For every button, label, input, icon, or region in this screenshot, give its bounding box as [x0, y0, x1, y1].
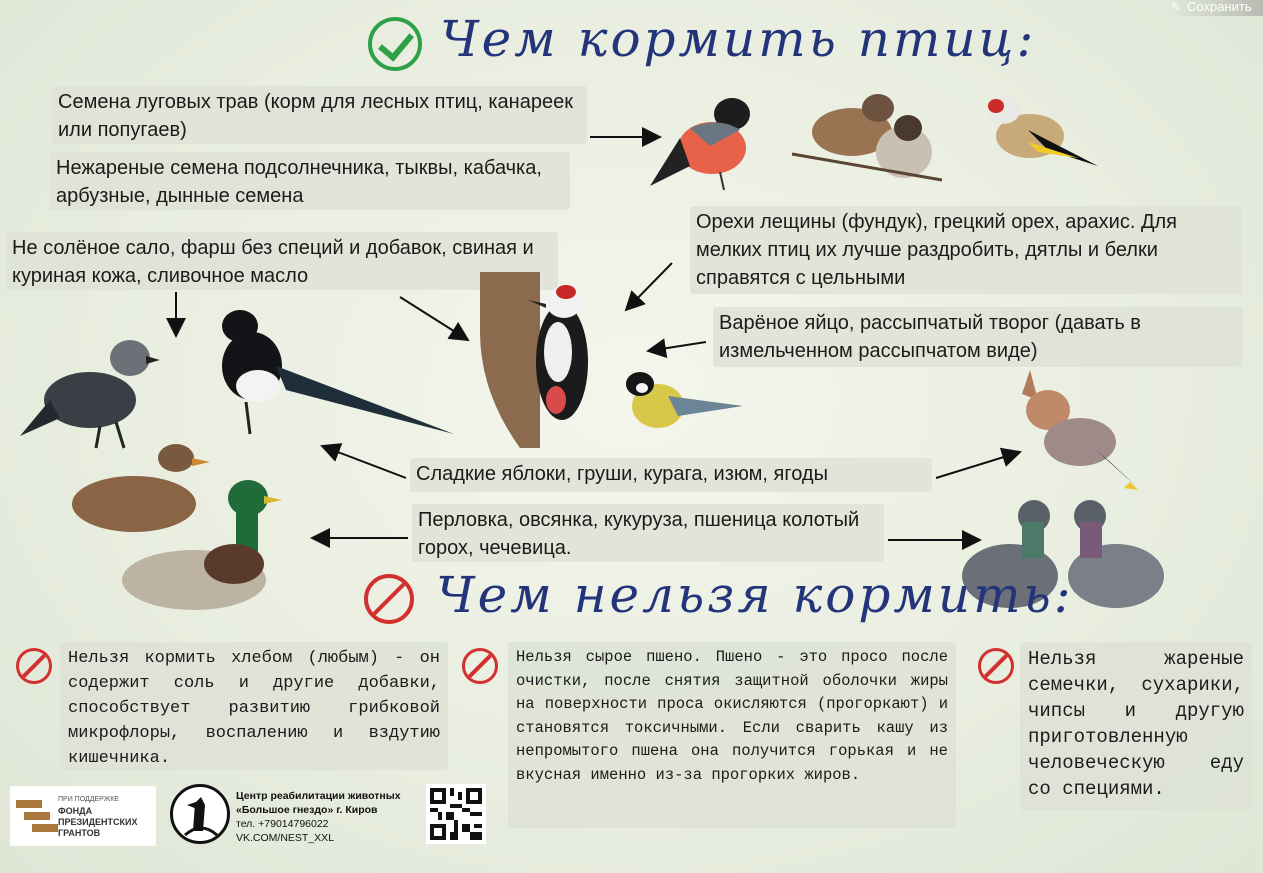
- center-line2: «Большое гнездо» г. Киров: [236, 804, 378, 816]
- forbidden-millet: Нельзя сырое пшено. Пшено - это просо после очистки, после снятия защитной оболочки жиры на поверхности проса окисляются (прогоркают) и становятся токсичными. Если сварить кашу из непромытого пшена она получится горькая и не вкусная именно из-за прогорких жиров.: [508, 642, 956, 828]
- fund-logo: [10, 786, 156, 846]
- center-line3: тел. +79014796022: [236, 818, 329, 830]
- fund-line2: ФОНДА: [58, 806, 93, 816]
- pencil-icon: ✎: [1171, 0, 1182, 14]
- ban-icon-millet: [462, 648, 498, 684]
- ban-icon: [364, 574, 414, 624]
- center-line4: VK.COM/NEST_XXL: [236, 832, 335, 844]
- forbidden-chips: Нельзя жареные семечки, сухарики, чипсы и другую приготовленную человеческую еду со специями.: [1020, 642, 1252, 810]
- fund-line3: ПРЕЗИДЕНТСКИХ: [58, 817, 138, 827]
- ban-icon-bread: [16, 648, 52, 684]
- feed-grains: Перловка, овсянка, кукуруза, пшеница колотый горох, чечевица.: [412, 504, 884, 562]
- goldfinch-image: [978, 88, 1108, 188]
- woodpecker-image: [480, 272, 610, 448]
- arrow-nuts: [626, 263, 672, 310]
- ban-icon-chips: [978, 648, 1014, 684]
- feed-fruits: Сладкие яблоки, груши, курага, изюм, ягоды: [410, 458, 932, 492]
- arrow-egg: [648, 342, 706, 351]
- qr-code-icon[interactable]: [426, 784, 486, 844]
- title-cannot: Чем нельзя кормить:: [436, 566, 1074, 624]
- tit-image: [618, 366, 748, 446]
- fund-logo-icon: [16, 794, 60, 834]
- forbidden-bread: Нельзя кормить хлебом (любым) - он содержит соль и другие добавки, способствует развитию грибковой микрофлоры, воспалению и вздутию кишечника.: [60, 642, 448, 770]
- nest-logo-icon: [170, 784, 230, 844]
- feed-lard: Не солёное сало, фарш без специй и добавок, свиная и куриная кожа, сливочное масло: [6, 232, 558, 290]
- feed-meadow-seeds: Семена луговых трав (корм для лесных птиц, канареек или попугаев): [52, 86, 587, 144]
- ducks-image: [64, 440, 284, 624]
- fund-line4: ГРАНТОВ: [58, 828, 101, 838]
- feed-egg: Варёное яйцо, рассыпчатый творог (давать в измельченном рассыпчатом виде): [713, 307, 1243, 367]
- feed-sunflower: Нежареные семена подсолнечника, тыквы, кабачка, арбузные, дынные семена: [50, 152, 570, 210]
- feed-nuts: Орехи лещины (фундук), грецкий орех, арахис. Для мелких птиц их лучше раздробить, дятлы и белки справятся с цельными: [690, 206, 1242, 294]
- save-label: Сохранить: [1187, 0, 1252, 14]
- magpie-image: [206, 306, 456, 446]
- waxwing-image: [1004, 370, 1140, 494]
- bullfinch-image: [650, 86, 770, 196]
- fund-line1: ПРИ ПОДДЕРЖКЕ: [58, 796, 119, 803]
- title-can: Чем кормить птиц:: [440, 10, 1037, 68]
- jackdaw-image: [20, 330, 160, 452]
- arrow-fruits-left: [322, 446, 406, 478]
- center-line1: Центр реабилитации животных: [236, 790, 401, 802]
- sparrows-image: [782, 84, 942, 194]
